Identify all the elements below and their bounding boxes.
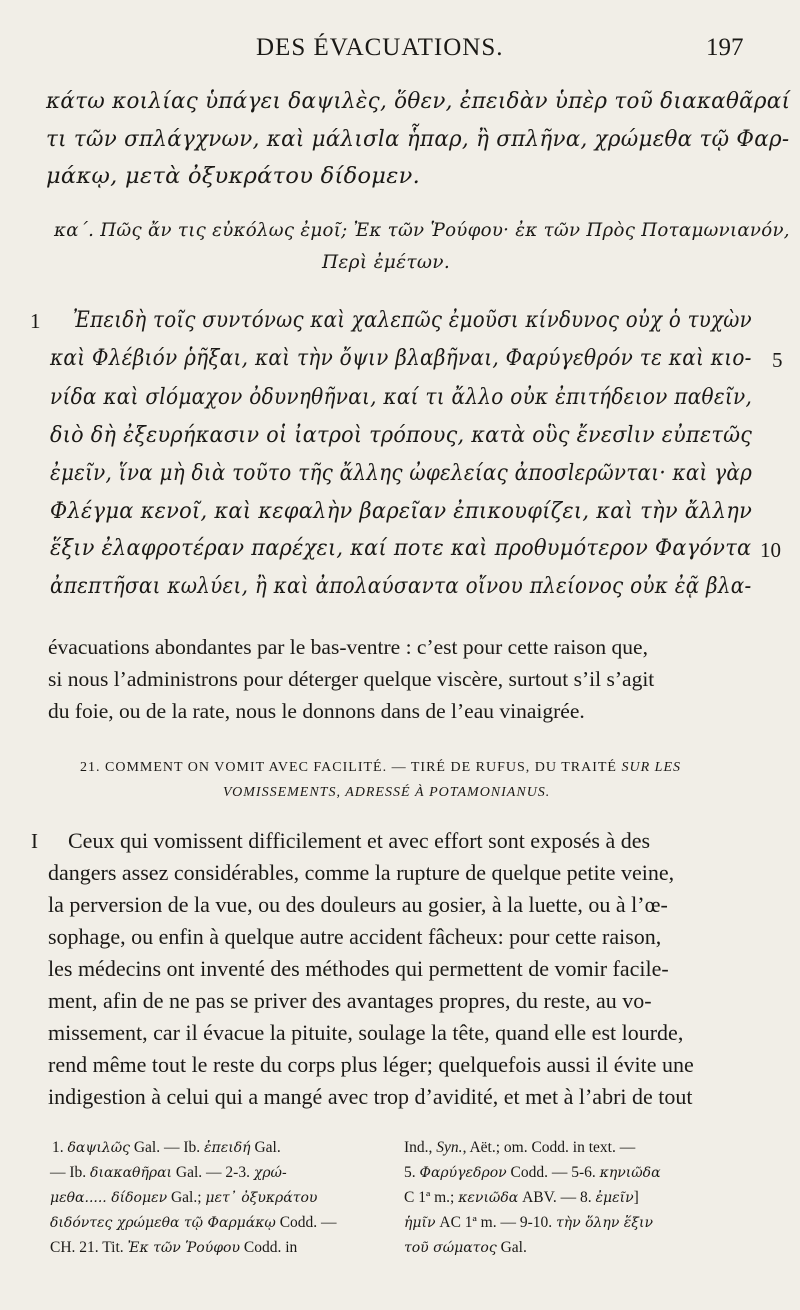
greek-line: Φλέγμα κενοῖ, καὶ κεφαλὴν βαρεῖαν ἐπικουφίζει, καὶ τὴν ἄλλην: [50, 498, 753, 524]
footnote-line: [50, 1214, 337, 1232]
note-text: Codd. in: [239, 1239, 298, 1256]
note-text: Codd. —: [275, 1214, 337, 1231]
note-greek: μετ᾽ ὀξυκράτου: [205, 1190, 318, 1206]
french-line: les médecins ont inventé des méthodes qui permettent de vomir facile-: [48, 956, 669, 981]
note-text: 5.: [404, 1164, 420, 1181]
note-greek: ἐπειδή: [204, 1140, 251, 1156]
note-greek: διακαθῆραι: [90, 1165, 173, 1181]
page-number: 197: [706, 34, 744, 61]
french-section-number: I: [31, 829, 38, 853]
footnote-line: [50, 1239, 297, 1257]
note-greek: διδόντες χρώμεθα τῷ Φαρμάκῳ: [50, 1215, 276, 1231]
french-heading-line: [80, 760, 681, 776]
french-heading-italic: SUR LES: [621, 760, 681, 775]
french-line: du foie, ou de la rate, nous le donnons dans de l’eau vinaigrée.: [48, 699, 585, 723]
note-greek: Φαρύγεδρον: [419, 1165, 507, 1181]
footnote-line: [50, 1189, 317, 1207]
french-line: évacuations abondantes par le bas-ventre : c’est pour cette raison que,: [48, 635, 648, 659]
french-heading-text: 21. COMMENT ON VOMIT AVEC FACILITÉ. — TIRÉ DE RUFUS, DU TRAITÉ: [80, 760, 622, 775]
greek-line: τι τῶν σπλάγχνων, καὶ μάλισlα ἧπαρ, ἢ σπλῆνα, χρώμεθα τῷ Φαρ-: [46, 126, 790, 152]
greek-line: Ἐπειδὴ τοῖς συντόνως καὶ χαλεπῶς ἐμοῦσι κίνδυνος οὐχ ὁ τυχὼν: [73, 307, 752, 333]
french-line: si nous l’administrons pour déterger quelque viscère, surtout s’il s’agit: [48, 667, 655, 691]
note-greek: μεθα..... δίδομεν: [50, 1190, 168, 1206]
french-line: Ceux qui vomissent difficilement et avec effort sont exposés à des: [68, 828, 651, 853]
greek-line: διὸ δὴ ἐξευρήκασιν οἱ ἰατροὶ τρόπους, κατὰ οὓς ἔνεσlιν εὐπετῶς: [50, 422, 753, 448]
note-text: Ind.,: [404, 1139, 437, 1156]
french-heading-italic: VOMISSEMENTS, ADRESSÉ À POTAMONIANUS.: [223, 785, 551, 800]
note-text: C 1ª m.;: [404, 1189, 459, 1206]
french-line: la perversion de la vue, ou des douleurs au gosier, à la luette, ou à l’œ-: [48, 892, 668, 917]
french-line: rend même tout le reste du corps plus léger; quelquefois aussi il évite une: [48, 1052, 694, 1077]
note-greek: ἡμῖν: [404, 1215, 436, 1231]
note-text: CH. 21. Tit.: [50, 1239, 128, 1256]
footnote-line: [404, 1164, 661, 1182]
note-greek: κενιῶδα: [458, 1190, 519, 1206]
french-line: missement, car il évacue la pituite, soulage la tête, quand elle est lourde,: [48, 1020, 684, 1045]
note-text: , Aët.; om. Codd. in text. —: [462, 1139, 636, 1156]
note-greek: τὴν ὅλην ἕξιν: [556, 1215, 653, 1231]
greek-section-number: 1: [30, 309, 41, 333]
french-line: indigestion à celui qui a mangé avec trop d’avidité, et met à l’abri de tout: [48, 1084, 693, 1109]
note-greek: κηνιῶδα: [599, 1165, 661, 1181]
note-text: AC 1ª m. — 9-10.: [435, 1214, 557, 1231]
footnote-line: [404, 1139, 635, 1157]
page-header: [0, 34, 800, 66]
footnote-line: [404, 1214, 653, 1232]
greek-line: ἀπεπτῆσαι κωλύει, ἢ καὶ ἀπολαύσαντα οἴνου πλείονος οὐκ ἐᾷ βλα-: [50, 573, 752, 599]
line-number: 5: [772, 348, 783, 372]
note-text: Gal.: [250, 1139, 281, 1156]
note-text: ABV. — 8.: [518, 1189, 596, 1206]
note-greek: δαψιλῶς: [67, 1140, 130, 1156]
footnote-line: [404, 1239, 527, 1257]
note-greek: ἐμεῖν: [595, 1190, 634, 1206]
note-greek: Ἐκ τῶν Ῥούφου: [127, 1240, 240, 1256]
greek-line: νίδα καὶ σlόμαχον ὀδυνηθῆναι, καί τι ἄλλο οὐκ ἐπιτήδειον παθεῖν,: [50, 384, 753, 410]
footnote-line: [404, 1189, 639, 1207]
greek-line: ἐμεῖν, ἵνα μὴ διὰ τοῦτο τῆς ἄλλης ὠφελείας ἀποσlερῶνται· καὶ γὰρ: [50, 460, 753, 486]
note-greek: τοῦ σώματος: [404, 1240, 497, 1256]
french-line: sophage, ou enfin à quelque autre accident fâcheux: pour cette raison,: [48, 924, 662, 949]
line-number: 10: [760, 538, 781, 562]
greek-line: μάκῳ, μετὰ ὀξυκράτου δίδομεν.: [46, 163, 421, 189]
greek-line: καὶ Φλέβιόν ῥῆξαι, καὶ τὴν ὄψιν βλαβῆναι, Φαρύγεθρόν τε καὶ κιο-: [50, 345, 752, 371]
french-line: ment, afin de ne pas se priver des avantages propres, du reste, au vo-: [48, 988, 652, 1013]
note-italic: Syn.: [436, 1139, 463, 1156]
note-text: Codd. — 5-6.: [506, 1164, 600, 1181]
note-greek: χρώ-: [253, 1165, 287, 1181]
note-text: Gal. — Ib.: [129, 1139, 205, 1156]
note-text: 1.: [52, 1139, 68, 1156]
note-text: — Ib.: [50, 1164, 91, 1181]
note-text: Gal.;: [167, 1189, 206, 1206]
greek-heading-line: κα΄. Πῶς ἄν τις εὐκόλως ἐμοῖ; Ἐκ τῶν Ῥούφου· ἐκ τῶν Πρὸς Ποταμωνιανόν,: [54, 220, 790, 241]
note-text: Gal.: [496, 1239, 527, 1256]
note-text: ]: [633, 1189, 639, 1206]
greek-line: ἕξιν ἐλαφροτέραν παρέχει, καί ποτε καὶ προθυμότερον Φαγόντα: [50, 535, 752, 561]
greek-heading-line: Περὶ ἐμέτων.: [322, 252, 450, 273]
note-text: Gal. — 2-3.: [172, 1164, 254, 1181]
footnote-line: [50, 1164, 287, 1182]
greek-line: κάτω κοιλίας ὑπάγει δαψιλὲς, ὅθεν, ἐπειδὰν ὑπὲρ τοῦ διακαθᾶραί: [46, 88, 791, 114]
footnote-line: [52, 1139, 281, 1157]
running-title: DES ÉVACUATIONS.: [256, 34, 504, 61]
french-heading-line: [223, 785, 550, 801]
french-line: dangers assez considérables, comme la rupture de quelque petite veine,: [48, 860, 675, 885]
